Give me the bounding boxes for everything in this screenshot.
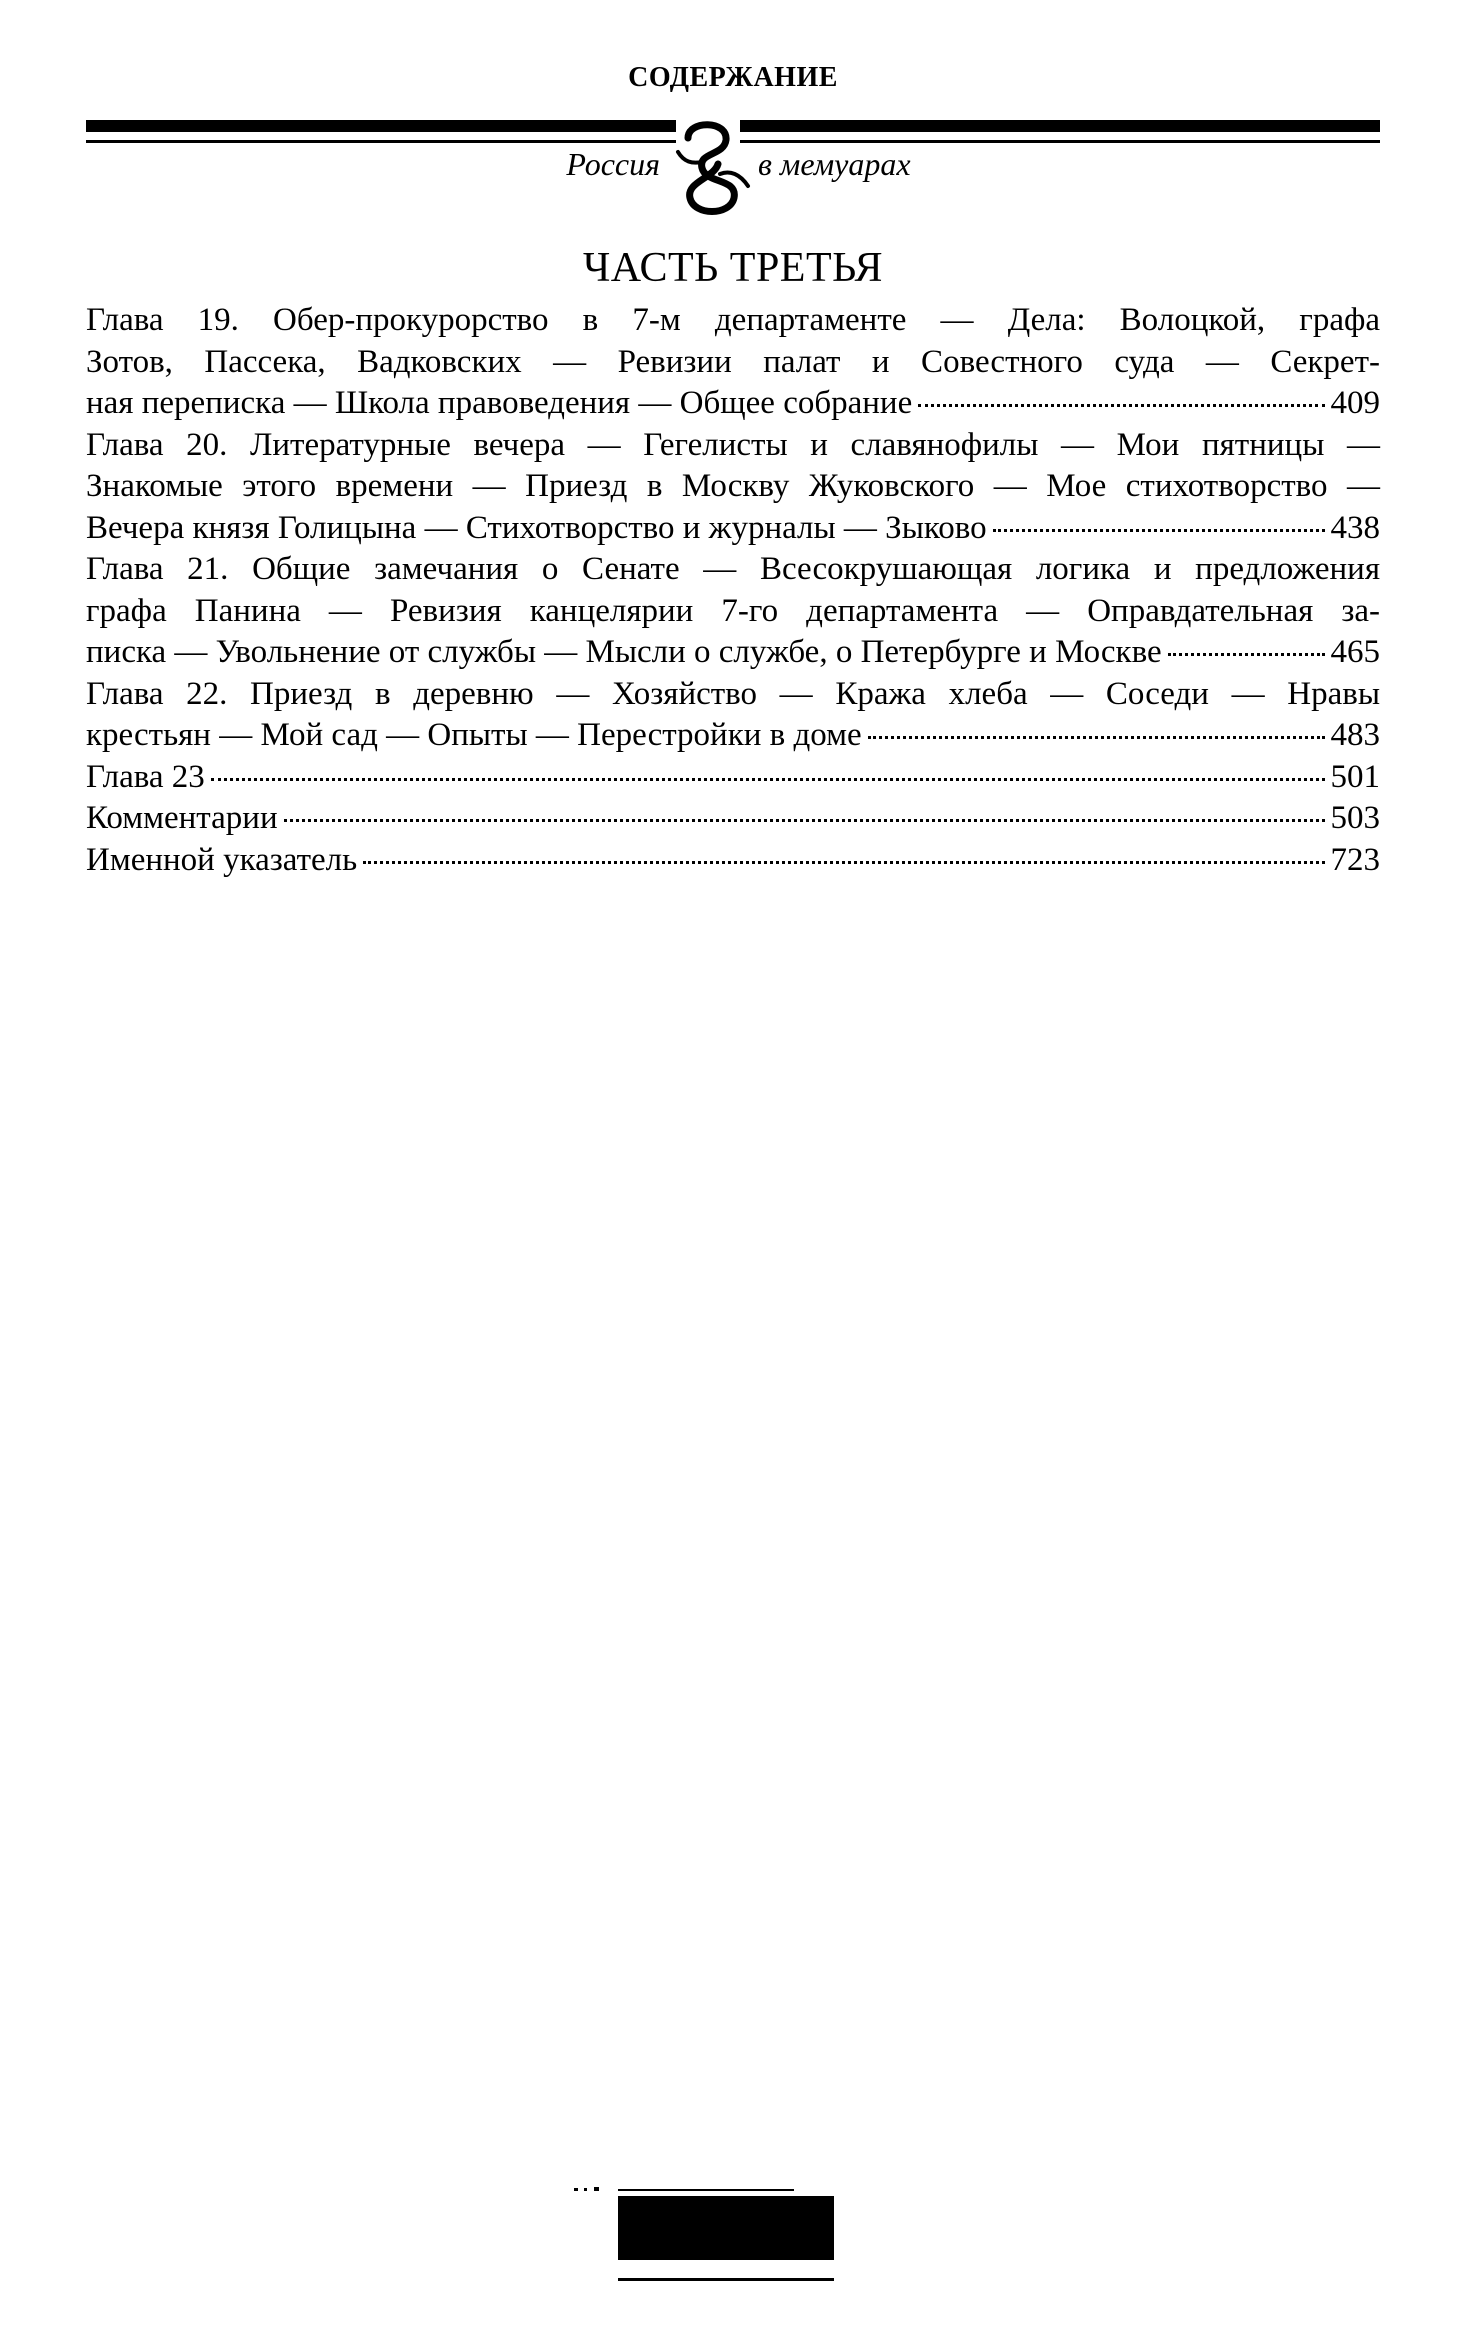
dot-leader — [211, 778, 1325, 781]
toc-page-number: 723 — [1330, 841, 1380, 878]
toc-page-number: 409 — [1330, 385, 1380, 421]
toc-entry-text: писка — Увольнение от службы — Мысли о службе, о Петербурге и Москве — [86, 634, 1162, 670]
toc-page-number: 465 — [1330, 634, 1380, 670]
toc-entry-last-line — [86, 798, 1380, 840]
toc-entry-last-line — [86, 383, 1380, 425]
toc-entry[interactable] — [86, 798, 1380, 840]
toc-entry-text: Вечера князя Голицына — Стихотворство и журналы — Зыково — [86, 509, 987, 546]
toc-entry[interactable] — [86, 425, 1380, 550]
dot-leader — [363, 861, 1324, 864]
toc-page-number: 438 — [1330, 509, 1380, 546]
toc-entry-text: ная переписка — Школа правоведения — Общее собрание — [86, 385, 913, 421]
toc-entry-line: Знакомые этого времени — Приезд в Москву Жуковского — Мое стихотворство — — [86, 468, 1380, 504]
dot-leader — [918, 404, 1324, 407]
folio-block — [618, 2196, 834, 2260]
toc-entry-last-line — [86, 757, 1380, 799]
toc-entry-line: Глава 21. Общие замечания о Сенате — Всесокрушающая логика и предложения — [86, 551, 1380, 587]
toc-entry-last-line — [86, 632, 1380, 674]
knot-ornament-icon — [658, 112, 758, 222]
toc-entry-text: Комментарии — [86, 800, 278, 836]
toc-entry-line: Глава 22. Приезд в деревню — Хозяйство — Кража хлеба — Соседи — Нравы — [86, 675, 1380, 712]
toc-entry-text: Именной указатель — [86, 841, 358, 878]
series-title-right: в мемуарах — [758, 146, 911, 182]
running-head: СОДЕРЖАНИЕ — [628, 62, 838, 93]
toc-entry[interactable] — [86, 840, 1380, 882]
table-of-contents — [86, 300, 1380, 881]
toc-entry-line: Глава 20. Литературные вечера — Гегелисты и славянофилы — Мои пятницы — — [86, 426, 1380, 463]
dot-leader — [284, 819, 1325, 822]
part-title: ЧАСТЬ ТРЕТЬЯ — [582, 245, 884, 291]
toc-entry-last-line — [86, 715, 1380, 757]
toc-page-number: 501 — [1330, 758, 1380, 795]
toc-page-number: 483 — [1330, 717, 1380, 753]
toc-entry[interactable] — [86, 757, 1380, 799]
toc-entry-text: Глава 23 — [86, 758, 205, 795]
series-title-left: Россия — [566, 146, 660, 182]
toc-entry-last-line — [86, 840, 1380, 882]
toc-page-number: 503 — [1330, 800, 1380, 836]
toc-entry-line: графа Панина — Ревизия канцелярии 7-го департамента — Оправдательная за- — [86, 592, 1380, 629]
toc-entry-line: Глава 19. Обер-прокурорство в 7-м департаменте — Дела: Волоцкой, графа — [86, 302, 1380, 338]
dot-leader — [868, 736, 1325, 739]
toc-entry[interactable] — [86, 300, 1380, 425]
print-noise — [574, 2186, 794, 2192]
toc-entry-last-line — [86, 508, 1380, 550]
dot-leader — [993, 529, 1325, 532]
toc-entry-line: Зотов, Пассека, Вадковских — Ревизии палат и Совестного суда — Секрет- — [86, 343, 1380, 380]
folio-rule — [618, 2278, 834, 2281]
toc-entry[interactable] — [86, 674, 1380, 757]
toc-entry-text: крестьян — Мой сад — Опыты — Перестройки в доме — [86, 717, 862, 753]
dot-leader — [1168, 653, 1325, 656]
toc-entry[interactable] — [86, 549, 1380, 674]
